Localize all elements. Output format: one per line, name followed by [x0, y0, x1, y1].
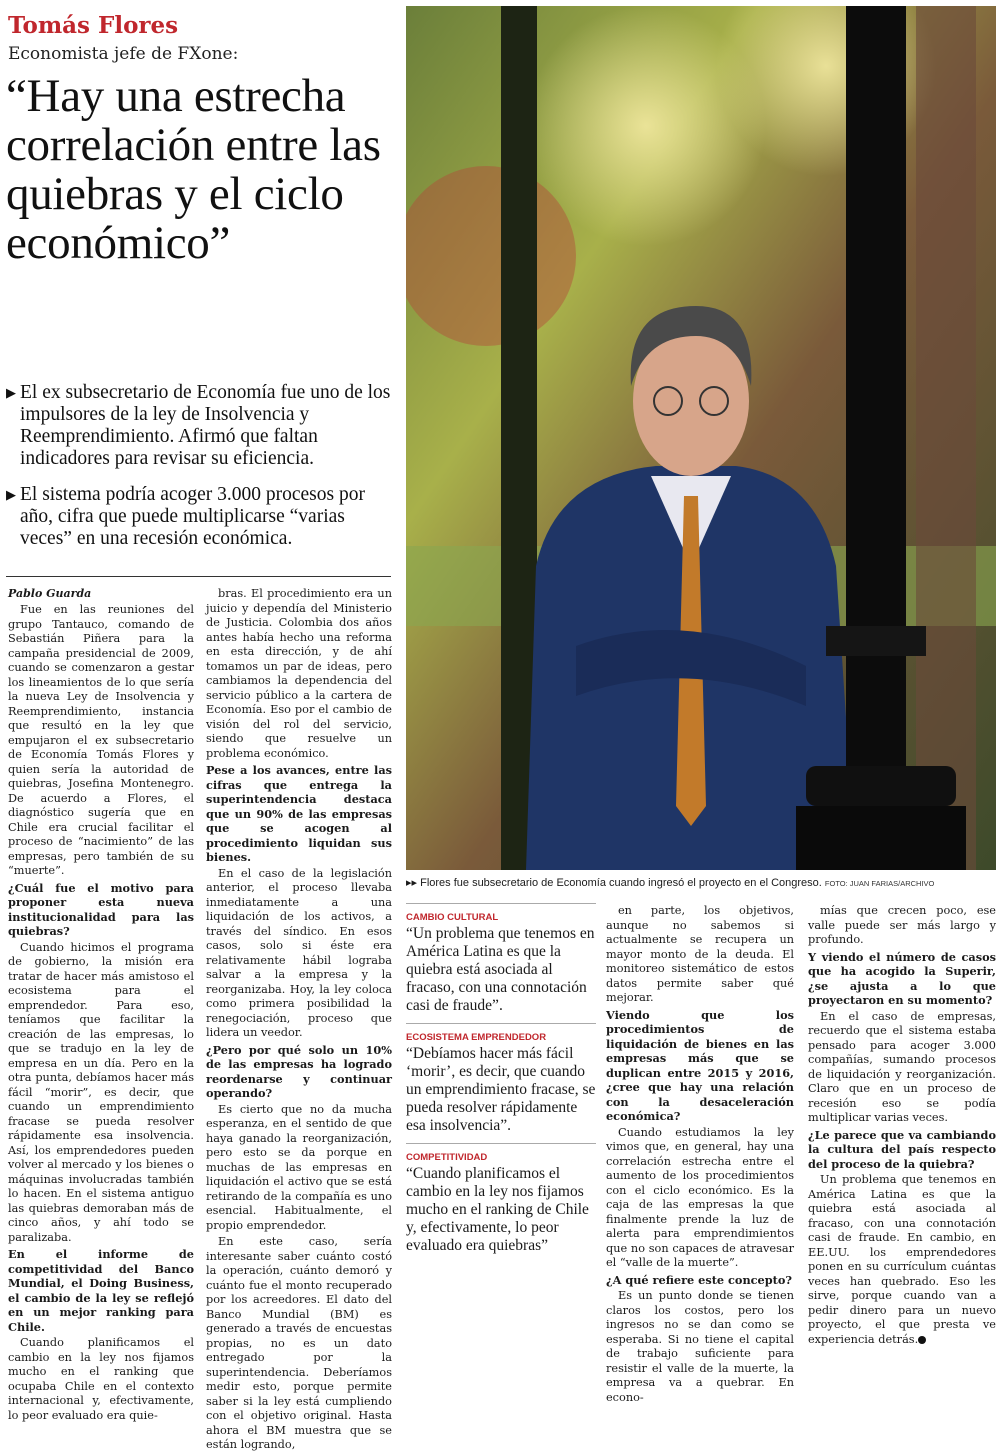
pull-quote-text: “Un problema que tenemos en América Latina es que la quiebra está asociada al fracaso, con una connotación casi de fraude”. [406, 925, 595, 1014]
summary-bullets [6, 382, 396, 564]
portrait-illustration [406, 6, 996, 870]
article-paragraph: Cuando estudiamos la ley vimos que, en general, hay una correlación estrecha entre el aumento de los procedimientos con el ciclo económico. Es la caja de las empresas la que finalmente prende la luz de alerta para emprendimientos que no son capaces de atravesar el “valle de la muerte”. [606, 1125, 794, 1269]
byline: Pablo Guarda [8, 587, 92, 600]
article-column-4 [808, 904, 996, 1349]
triangle-icon: ▶ [6, 385, 16, 400]
article-paragraph: Un problema que tenemos en América Latina es que la quiebra está asociada al fracaso, con una connotación casi de fraude. En cambio, en EE.UU. los emprendedores ponen en su currículum cuántas veces han quebrado. Eso les sirve, porque cuando van a pedir dinero para un nuevo proyecto, el que presta ve experiencia detrás. [808, 1173, 996, 1346]
summary-bullet-text: El ex subsecretario de Economía fue uno de los impulsores de la ley de Insolvencia y Reemprendimiento. Afirmó que faltan indicadores para revisar su eficiencia. [20, 382, 391, 469]
pull-quote-label: COMPETITIVIDAD [406, 1152, 488, 1163]
article-paragraph: bras. El procedimiento era un juicio y dependía del Ministerio de Justicia. Colombia dos años antes había hecho una reforma en esta dirección, y de ahí tomamos un par de ideas, pero cambiamos la dependencia del servicio público a la cartera de Economía. Eso por el cambio de visión del rol del servicio, siendo que resuelve un problema económico. [206, 587, 392, 760]
summary-bullet [6, 382, 396, 470]
interview-question: En el informe de competitividad del Banco Mundial, el Doing Business, el cambio de la ley se reflejó en un mejor ranking para Chile. [8, 1247, 194, 1334]
article-column-3 [606, 904, 794, 1407]
pull-quote-text: “Debíamos hacer más fácil ‘morir’, es decir, que cuando un emprendimiento fracase, se pueda resolver rápidamente esa insolvencia”. [406, 1045, 596, 1134]
summary-bullet [6, 484, 396, 550]
interview-question: ¿A qué refiere este concepto? [606, 1272, 793, 1287]
interview-question: ¿Le parece que va cambiando la cultura del país respecto del proceso de la quiebra? [808, 1127, 996, 1171]
article-paragraph: Fue en las reuniones del grupo Tantauco, comando de Sebastián Piñera para la campaña presidencial de 2009, cuando se comenzaron a gestar los lineamientos de lo que sería la nueva Ley de Insolvencia y Reemprendimiento, instancia que resultó en la ley que empujaron el ex subsecretario de Economía Tomás Flores y quien sería la autoridad de quiebras, Josefina Montenegro. De acuerdo a Flores, el diagnóstico sugería que en Chile era crucial facilitar el proceso de “nacimiento” de las empresas, pero también de su “muerte”. [8, 603, 194, 877]
pull-quote-label: ECOSISTEMA EMPRENDEDOR [406, 1032, 547, 1043]
pull-quote [406, 1143, 596, 1255]
portrait-photo [406, 6, 996, 870]
caption-text: ▸▸ Flores fue subsecretario de Economía cuando ingresó el proyecto en el Congreso. [406, 877, 822, 889]
article-column-2 [206, 587, 392, 1455]
article-paragraph: mías que crecen poco, ese valle puede ser más largo y profundo. [808, 904, 996, 946]
interviewee-role: Economista jefe de FXone: [8, 44, 239, 64]
interviewee-name: Tomás Flores [8, 12, 179, 39]
interview-question: Pese a los avances, entre las cifras que entrega la superintendencia destaca que un 90% de las empresas que se acogen al procedimiento liquidan sus bienes. [206, 763, 392, 864]
article-paragraph: En este caso, sería interesante saber cuánto costó la operación, cuánto demoró y cuánto fue el monto recuperado por los acreedores. El dato del Banco Mundial (BM) es generado a través de encuestas propias, no es un dato entregado por la superintendencia. Deberíamos medir esto, porque permite saber si la ley está cumpliendo con el objetivo original. Hasta ahora el BM muestra que se están logrando, [206, 1235, 392, 1451]
article-paragraph: Cuando planificamos el cambio en la ley nos fijamos mucho en el ranking que ocupaba Chile en el contexto internacional y, efectivamente, lo peor evaluado era quie- [8, 1336, 194, 1422]
summary-bullet-text: El sistema podría acoger 3.000 procesos por año, cifra que puede multiplicarse “varias veces” en una recesión económica. [20, 484, 365, 549]
end-mark-icon [918, 1336, 926, 1344]
pull-quotes [406, 903, 596, 1263]
pull-quote [406, 1023, 596, 1135]
interview-question: ¿Pero por qué solo un 10% de las empresas ha logrado reordenarse y continuar operando? [206, 1042, 392, 1100]
pull-quote-text: “Cuando planificamos el cambio en la ley nos fijamos mucho en el ranking de Chile y, efectivamente, lo peor evaluado era quiebras” [406, 1165, 589, 1254]
article-column-1 [8, 603, 194, 1425]
article-paragraph: En el caso de empresas, recuerdo que el sistema estaba pensado para acoger 3.000 compañías, sumando procesos de liquidación y reorganización. Claro que en un proceso de recesión eso se podía multiplicar varias veces. [808, 1009, 996, 1124]
triangle-icon: ▶ [6, 487, 16, 502]
interview-question: Viendo que los procedimientos de liquidación de bienes en las empresas más que se duplican entre 2015 y 2016, ¿cree que hay una relación con la desaceleración económica? [606, 1007, 794, 1123]
headline: “Hay una estrecha correlación entre las quiebras y el ciclo económico” [6, 70, 381, 269]
article-paragraph: Es un punto donde se tienen claros los costos, pero los ingresos no se dan como se esperaba. Si no tiene el capital de trabajo suficiente para resistir el valle de la muerte, la empresa va a quebrar. En econo- [606, 1289, 794, 1404]
pull-quote [406, 903, 596, 1015]
article-paragraph: En el caso de la legislación anterior, el proceso llevaba inmediatamente a una liquidación de los activos, a través del síndico. En esos casos, solo si éste era relativamente hábil lograba salvar a la empresa y la reorganizaba. Hoy, la ley coloca como primera posibilidad la renegociación, proceso que lidera un veedor. [206, 866, 392, 1039]
article-paragraph: Es cierto que no da mucha esperanza, en el sentido de que haya ganado la reorganización, pero esto se da porque en muchas de las empresas en liquidación el activo que se está retirando de la compañía es uno esencial. Habitualmente, el propio emprendedor. [206, 1102, 392, 1232]
divider [6, 576, 391, 577]
photo-caption [406, 876, 996, 889]
pull-quote-label: CAMBIO CULTURAL [406, 912, 499, 923]
article-paragraph: en parte, los objetivos, aunque no sabemos si actualmente se recupera un mayor monto de la deuda. El monitoreo sistemático de estos datos permite saber qué mejorar. [606, 904, 794, 1004]
article-paragraph: Cuando hicimos el programa de gobierno, la misión era tratar de hacer más amistoso el ecosistema para el emprendedor. Para eso, teníamos que facilitar la creación de las empresas, lo que se tradujo en la ley de empresa en un día. Pero en la otra punta, debíamos hacer más fácil “morir”, es decir, que cuando un emprendimiento fracase se pueda resolver rápidamente esa insolvencia. Así, los emprendedores pueden volver al mercado y los bienes o máquinas involucradas también lo hacen. En el sistema antiguo las quiebras demoraban más de cinco años, y ahí todo se paralizaba. [8, 940, 194, 1244]
interview-question: Y viendo el número de casos que ha acogido la Superir, ¿se ajusta a lo que proyectaron en su momento? [808, 949, 996, 1007]
interview-question: ¿Cuál fue el motivo para proponer esta nueva institucionalidad para las quiebras? [8, 880, 194, 938]
photo-credit: FOTO: JUAN FARIAS/ARCHIVO [824, 879, 935, 888]
